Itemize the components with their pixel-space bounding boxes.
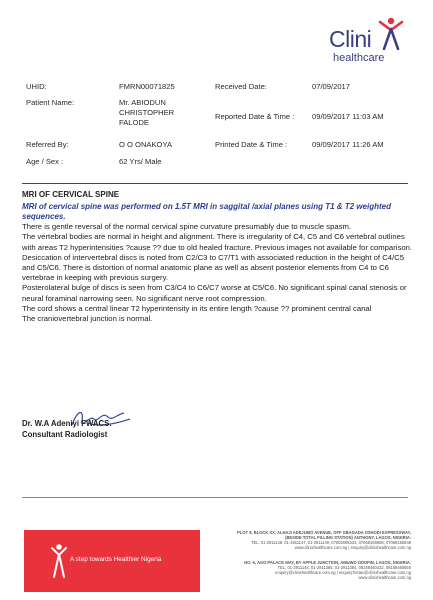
footer-tagline: A step towards Healthier Nigeria — [70, 556, 162, 563]
age-sex-value: 62 Yrs/ Male — [119, 157, 162, 166]
radiologist-title: Consultant Radiologist — [22, 430, 108, 439]
footer-banner — [24, 530, 200, 592]
logo-wordmark: Clini — [329, 26, 372, 52]
age-sex-label: Age / Sex : — [26, 157, 64, 166]
logo-subtitle: healthcare — [333, 52, 385, 64]
report-title: MRI OF CERVICAL SPINE — [22, 190, 120, 199]
address-line: www.clinixhealthcare.com.ng — [358, 575, 411, 580]
patient-name-label: Patient Name: — [26, 98, 75, 107]
signature-block — [22, 405, 182, 465]
address-line: TEL: 01-2911148, 01-2911385, 01-2911384, 08168460432, 08168460850 — [277, 565, 411, 570]
printed-datetime-label: Printed Date & Time : — [215, 140, 288, 149]
address-line: PLOT 8, BLOCK XX, ALHAJI ADEJUMO AVENUE, OFF GBAGADA OSHODI EXPRESSWAY, — [237, 530, 411, 535]
report-paragraph: The vertebral bodies are normal in height and alignment. There is irregularity of C4, C5 and C6 vertebral outlines with areas T2 hyperintensities ?cause ?? due to old healed fracture. Previous images not available for comparison. Desiccation of intervertebral discs is noted from C2/C3 to C7/T1 with associated reduction in the height of C4/C5 and C5/C6. There is distortion of normal anatomic plane as well as absent posterior elements from C4 to C6 vertebrae in keeping with previous surgery. — [22, 232, 413, 283]
report-paragraph: There is gentle reversal of the normal cervical spine curvature presumably due to muscle spasm. — [22, 222, 352, 232]
reported-datetime-value: 09/09/2017 11:03 AM — [312, 112, 384, 121]
printed-datetime-value: 09/09/2017 11:26 AM — [312, 140, 384, 149]
patient-name-line: FALODE — [119, 118, 149, 127]
footer-address-2 — [201, 560, 411, 580]
radiologist-name: Dr. W.A Adeniyi FWACS. — [22, 419, 112, 428]
report-subtitle: MRI of cervical spine was performed on 1.5T MRI in saggital /axial planes using T1 & T2 weighted sequences. — [22, 202, 391, 222]
report-body — [22, 190, 412, 324]
report-paragraph: The craniovertebral junction is normal. — [22, 314, 153, 324]
referred-by-label: Referred By: — [26, 140, 69, 149]
divider-top — [22, 183, 408, 184]
address-line: NO. 6, AGO PALACE WAY, BY APPLE JUNCTION, AMUWO ODOFIN, LAGOS, NIGERIA. — [244, 560, 411, 565]
person-figure-icon — [377, 16, 405, 50]
report-paragraph: Posterolateral bulge of discs is seen from C3/C4 to C6/C7 worse at C5/C6. No significant spinal canal stenosis or neural foraminal narrowing seen. No significant nerve root compression. — [22, 283, 407, 303]
reported-datetime-label: Reported Date & Time : — [215, 112, 295, 121]
address-line: enquiry@clinixhealthcare.com.ng | enquiry.festac@clinixhealthcare.com.ng — [275, 570, 411, 575]
report-paragraph: The cord shows a central linear T2 hyperintensity in its entire length ?cause ?? prominent central canal — [22, 303, 372, 313]
address-line: (BESIDE TOTAL FILLING STATION) ANTHONY, LAGOS, NIGERIA. — [285, 535, 411, 540]
clinix-logo — [325, 16, 405, 66]
divider-bottom — [22, 497, 408, 498]
patient-name — [119, 98, 174, 128]
referred-by-value: O O ONAKOYA — [119, 140, 173, 149]
footer-address-1 — [201, 530, 411, 550]
address-line: www.clinixhealthcare.com.ng | enquiry@clinixhealthcare.com.ng — [294, 545, 411, 550]
patient-name-line: CHRISTOPHER — [119, 108, 175, 117]
received-date-value: 07/09/2017 — [312, 82, 351, 91]
patient-name-line: Mr. ABIODUN — [119, 98, 166, 107]
person-figure-icon — [50, 543, 68, 579]
address-line: TEL: 01-2911148, 01-2911147, 01-2911149, 07003008333, 07068166868, 07068166949 — [250, 540, 411, 545]
uhid-label: UHID: — [26, 82, 47, 91]
received-date-label: Received Date: — [215, 82, 267, 91]
uhid-value: FMRN00071825 — [119, 82, 175, 91]
